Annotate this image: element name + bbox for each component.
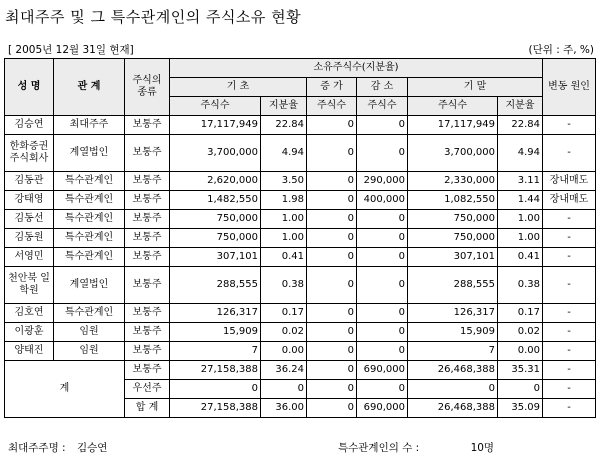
table-row bbox=[5, 229, 596, 248]
cell-increase: 0 bbox=[307, 323, 357, 342]
cell-begin-ratio: 36.00 bbox=[261, 399, 307, 418]
cell-decrease: 0 bbox=[357, 267, 408, 304]
cell-type: 보통주 bbox=[125, 172, 170, 191]
header-change-reason: 변동 원인 bbox=[543, 59, 596, 116]
cell-reason: 장내매도 bbox=[543, 172, 596, 191]
cell-end-ratio: 0.38 bbox=[498, 267, 543, 304]
table-row bbox=[5, 342, 596, 361]
cell-end-ratio: 1.44 bbox=[498, 191, 543, 210]
cell-begin-shares: 15,909 bbox=[170, 323, 261, 342]
cell-type: 보통주 bbox=[125, 323, 170, 342]
cell-decrease: 690,000 bbox=[357, 361, 408, 380]
related-count-value: 10명 bbox=[470, 442, 495, 454]
cell-end-ratio: 0 bbox=[498, 380, 543, 399]
cell-begin-shares: 17,117,949 bbox=[170, 116, 261, 135]
cell-name: 김동관 bbox=[5, 172, 54, 191]
cell-increase: 0 bbox=[307, 229, 357, 248]
cell-end-ratio: 0.00 bbox=[498, 342, 543, 361]
cell-reason: - bbox=[543, 229, 596, 248]
cell-begin-ratio: 3.50 bbox=[261, 172, 307, 191]
cell-begin-ratio: 0.38 bbox=[261, 267, 307, 304]
cell-begin-shares: 27,158,388 bbox=[170, 399, 261, 418]
cell-decrease: 400,000 bbox=[357, 191, 408, 210]
cell-relation: 계열법인 bbox=[54, 135, 125, 172]
cell-increase: 0 bbox=[307, 380, 357, 399]
header-ending: 기 말 bbox=[408, 78, 543, 97]
cell-end-shares: 288,555 bbox=[408, 267, 498, 304]
cell-end-ratio: 4.94 bbox=[498, 135, 543, 172]
cell-decrease: 0 bbox=[357, 210, 408, 229]
cell-type: 보통주 bbox=[125, 191, 170, 210]
cell-relation: 임원 bbox=[54, 342, 125, 361]
cell-reason: - bbox=[543, 248, 596, 267]
table-row bbox=[5, 191, 596, 210]
table-row bbox=[5, 135, 596, 172]
related-count-label: 특수관계인의 수 : bbox=[338, 442, 420, 454]
header-relation: 관 계 bbox=[54, 59, 125, 116]
cell-end-shares: 750,000 bbox=[408, 229, 498, 248]
cell-increase: 0 bbox=[307, 172, 357, 191]
cell-name: 김동원 bbox=[5, 229, 54, 248]
cell-end-shares: 7 bbox=[408, 342, 498, 361]
cell-increase: 0 bbox=[307, 191, 357, 210]
cell-reason: - bbox=[543, 342, 596, 361]
cell-reason: - bbox=[543, 380, 596, 399]
header-increase: 증 가 bbox=[307, 78, 357, 97]
cell-type: 보통주 bbox=[125, 304, 170, 323]
cell-relation: 특수관계인 bbox=[54, 210, 125, 229]
cell-relation: 특수관계인 bbox=[54, 172, 125, 191]
header-ownership: 소유주식수(지분율) bbox=[170, 59, 543, 78]
largest-shareholder-footer bbox=[8, 440, 107, 455]
cell-begin-shares: 7 bbox=[170, 342, 261, 361]
cell-name: 양태진 bbox=[5, 342, 54, 361]
cell-end-ratio: 35.31 bbox=[498, 361, 543, 380]
cell-increase: 0 bbox=[307, 361, 357, 380]
total-label: 계 bbox=[5, 361, 125, 418]
cell-begin-ratio: 1.98 bbox=[261, 191, 307, 210]
table-row bbox=[5, 172, 596, 191]
cell-end-ratio: 1.00 bbox=[498, 229, 543, 248]
cell-decrease: 690,000 bbox=[357, 399, 408, 418]
cell-decrease: 0 bbox=[357, 229, 408, 248]
total-row-common bbox=[5, 361, 596, 380]
cell-type: 보통주 bbox=[125, 248, 170, 267]
header-begin-shares: 주식수 bbox=[170, 97, 261, 116]
table-row bbox=[5, 267, 596, 304]
cell-relation: 특수관계인 bbox=[54, 248, 125, 267]
cell-reason: - bbox=[543, 323, 596, 342]
cell-end-shares: 126,317 bbox=[408, 304, 498, 323]
cell-decrease: 0 bbox=[357, 135, 408, 172]
cell-type: 우선주 bbox=[125, 380, 170, 399]
cell-begin-shares: 750,000 bbox=[170, 210, 261, 229]
cell-type: 보통주 bbox=[125, 267, 170, 304]
cell-end-shares: 15,909 bbox=[408, 323, 498, 342]
page-title: 최대주주 및 그 특수관계인의 주식소유 현황 bbox=[5, 8, 302, 26]
header-beginning: 기 초 bbox=[170, 78, 307, 97]
cell-reason: - bbox=[543, 399, 596, 418]
table-row bbox=[5, 248, 596, 267]
cell-begin-shares: 1,482,550 bbox=[170, 191, 261, 210]
cell-end-shares: 307,101 bbox=[408, 248, 498, 267]
cell-end-shares: 0 bbox=[408, 380, 498, 399]
cell-increase: 0 bbox=[307, 304, 357, 323]
table-row bbox=[5, 116, 596, 135]
cell-reason: - bbox=[543, 210, 596, 229]
cell-name: 강태영 bbox=[5, 191, 54, 210]
cell-decrease: 0 bbox=[357, 304, 408, 323]
cell-name: 이광훈 bbox=[5, 323, 54, 342]
header-end-ratio: 지분율 bbox=[498, 97, 543, 116]
cell-end-ratio: 35.09 bbox=[498, 399, 543, 418]
header-begin-ratio: 지분율 bbox=[261, 97, 307, 116]
cell-type: 보통주 bbox=[125, 210, 170, 229]
cell-type: 합 계 bbox=[125, 399, 170, 418]
cell-increase: 0 bbox=[307, 399, 357, 418]
cell-decrease: 0 bbox=[357, 323, 408, 342]
unit-label: (단위 : 주, %) bbox=[528, 44, 594, 56]
cell-begin-ratio: 4.94 bbox=[261, 135, 307, 172]
cell-type: 보통주 bbox=[125, 361, 170, 380]
cell-type: 보통주 bbox=[125, 229, 170, 248]
as-of-date: [ 2005년 12월 31일 현재] bbox=[8, 44, 134, 56]
cell-end-ratio: 0.41 bbox=[498, 248, 543, 267]
cell-begin-ratio: 0.41 bbox=[261, 248, 307, 267]
cell-name: 김승연 bbox=[5, 116, 54, 135]
cell-name: 김동선 bbox=[5, 210, 54, 229]
cell-relation: 특수관계인 bbox=[54, 229, 125, 248]
cell-increase: 0 bbox=[307, 210, 357, 229]
cell-begin-shares: 2,620,000 bbox=[170, 172, 261, 191]
related-count-footer bbox=[338, 440, 494, 455]
cell-end-shares: 750,000 bbox=[408, 210, 498, 229]
cell-begin-shares: 126,317 bbox=[170, 304, 261, 323]
cell-end-shares: 26,468,388 bbox=[408, 361, 498, 380]
cell-reason: - bbox=[543, 267, 596, 304]
header-decrease: 감 소 bbox=[357, 78, 408, 97]
cell-end-shares: 17,117,949 bbox=[408, 116, 498, 135]
cell-begin-ratio: 0.17 bbox=[261, 304, 307, 323]
table-row bbox=[5, 210, 596, 229]
header-name: 성 명 bbox=[5, 59, 54, 116]
header-stock-type: 주식의 종류 bbox=[125, 59, 170, 116]
cell-reason: - bbox=[543, 304, 596, 323]
cell-name: 천안북 일학원 bbox=[5, 267, 54, 304]
cell-begin-shares: 307,101 bbox=[170, 248, 261, 267]
cell-relation: 계열법인 bbox=[54, 267, 125, 304]
cell-begin-ratio: 1.00 bbox=[261, 210, 307, 229]
cell-begin-ratio: 0 bbox=[261, 380, 307, 399]
cell-type: 보통주 bbox=[125, 342, 170, 361]
cell-increase: 0 bbox=[307, 135, 357, 172]
cell-end-ratio: 0.02 bbox=[498, 323, 543, 342]
cell-increase: 0 bbox=[307, 267, 357, 304]
cell-end-shares: 26,468,388 bbox=[408, 399, 498, 418]
cell-type: 보통주 bbox=[125, 116, 170, 135]
cell-end-ratio: 1.00 bbox=[498, 210, 543, 229]
cell-reason: - bbox=[543, 361, 596, 380]
largest-shareholder-label: 최대주주명 : bbox=[8, 442, 66, 454]
cell-begin-ratio: 36.24 bbox=[261, 361, 307, 380]
cell-decrease: 290,000 bbox=[357, 172, 408, 191]
cell-end-ratio: 22.84 bbox=[498, 116, 543, 135]
cell-reason: - bbox=[543, 116, 596, 135]
cell-decrease: 0 bbox=[357, 116, 408, 135]
cell-begin-ratio: 0.02 bbox=[261, 323, 307, 342]
cell-relation: 특수관계인 bbox=[54, 191, 125, 210]
header-end-shares: 주식수 bbox=[408, 97, 498, 116]
cell-end-shares: 2,330,000 bbox=[408, 172, 498, 191]
cell-decrease: 0 bbox=[357, 342, 408, 361]
cell-begin-ratio: 22.84 bbox=[261, 116, 307, 135]
cell-relation: 임원 bbox=[54, 323, 125, 342]
cell-name: 서영민 bbox=[5, 248, 54, 267]
cell-increase: 0 bbox=[307, 248, 357, 267]
cell-type: 보통주 bbox=[125, 135, 170, 172]
cell-decrease: 0 bbox=[357, 248, 408, 267]
cell-reason: 장내매도 bbox=[543, 191, 596, 210]
cell-increase: 0 bbox=[307, 342, 357, 361]
cell-begin-ratio: 1.00 bbox=[261, 229, 307, 248]
cell-begin-shares: 750,000 bbox=[170, 229, 261, 248]
cell-reason: - bbox=[543, 135, 596, 172]
cell-relation: 특수관계인 bbox=[54, 304, 125, 323]
cell-name: 김호연 bbox=[5, 304, 54, 323]
cell-end-shares: 3,700,000 bbox=[408, 135, 498, 172]
table-row bbox=[5, 304, 596, 323]
cell-end-shares: 1,082,550 bbox=[408, 191, 498, 210]
cell-begin-ratio: 0.00 bbox=[261, 342, 307, 361]
table-row bbox=[5, 323, 596, 342]
ownership-table bbox=[4, 58, 596, 418]
cell-increase: 0 bbox=[307, 116, 357, 135]
cell-begin-shares: 3,700,000 bbox=[170, 135, 261, 172]
header-decrease-shares: 주식수 bbox=[357, 97, 408, 116]
largest-shareholder-value: 김승연 bbox=[76, 442, 108, 454]
header-increase-shares: 주식수 bbox=[307, 97, 357, 116]
cell-name: 한화증권 주식회사 bbox=[5, 135, 54, 172]
cell-relation: 최대주주 bbox=[54, 116, 125, 135]
cell-end-ratio: 3.11 bbox=[498, 172, 543, 191]
cell-begin-shares: 288,555 bbox=[170, 267, 261, 304]
cell-begin-shares: 0 bbox=[170, 380, 261, 399]
cell-begin-shares: 27,158,388 bbox=[170, 361, 261, 380]
cell-end-ratio: 0.17 bbox=[498, 304, 543, 323]
cell-decrease: 0 bbox=[357, 380, 408, 399]
